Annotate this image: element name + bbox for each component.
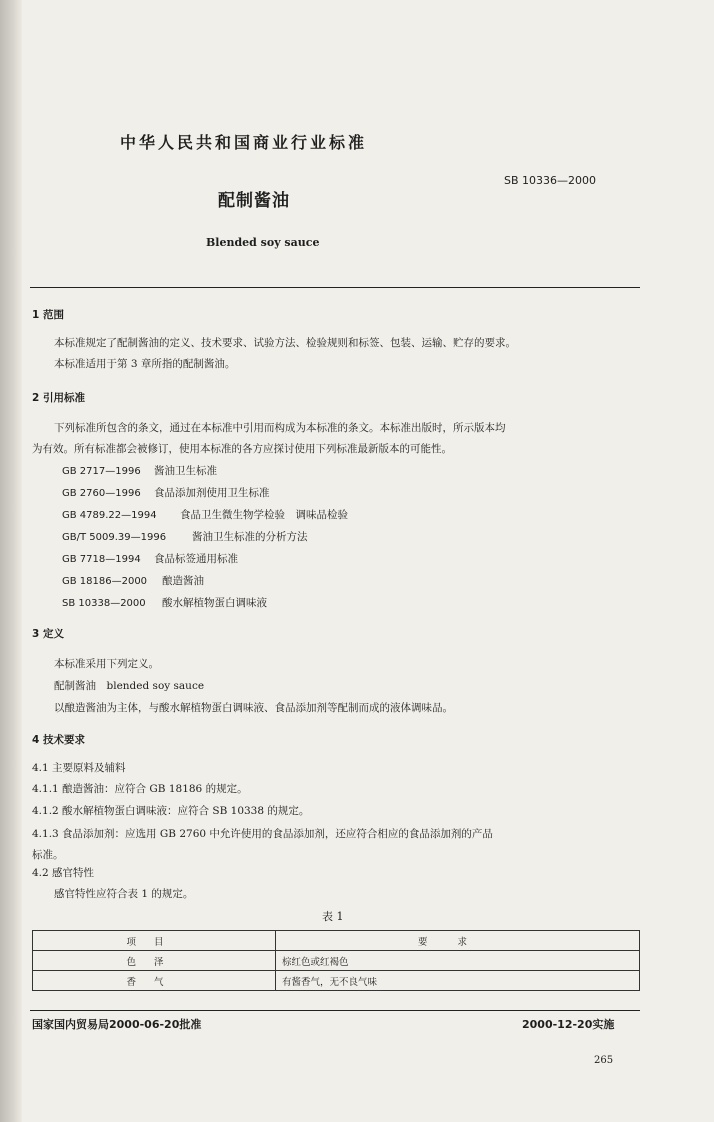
header-rule [30, 287, 640, 288]
table-cell: 香气 [33, 971, 276, 991]
term-definition: 以酿造酱油为主体，与酸水解植物蛋白调味液、食品添加剂等配制而成的液体调味品。 [54, 702, 453, 714]
reference-item: GB 7718—1994 食品标签通用标准 [62, 553, 238, 565]
term-entry: 配制酱油 blended soy sauce [54, 680, 205, 692]
section-2-paragraph-line-2: 为有效。所有标准都会被修订，使用本标准的各方应探讨使用下列标准最新版本的可能性。 [32, 443, 452, 455]
section-2-heading: 2 引用标准 [32, 392, 85, 404]
clause-4-2: 4.2 感官特性 [32, 867, 95, 879]
footer-rule [30, 1010, 640, 1011]
clause-4-2-paragraph: 感官特性应符合表 1 的规定。 [54, 888, 194, 900]
reference-item: GB 2760—1996 食品添加剂使用卫生标准 [62, 487, 270, 499]
reference-item: GB 18186—2000 酿造酱油 [62, 575, 204, 587]
reference-item: GB 4789.22—1994 食品卫生微生物学检验 调味品检验 [62, 509, 348, 521]
table-cell: 棕红色或红褐色 [276, 951, 640, 971]
section-2-paragraph-line-1: 下列标准所包含的条文，通过在本标准中引用而构成为本标准的条文。本标准出版时，所示版本均 [54, 422, 506, 434]
reference-item: GB/T 5009.39—1996 酱油卫生标准的分析方法 [62, 531, 308, 543]
reference-item: SB 10338—2000 酸水解植物蛋白调味液 [62, 597, 267, 609]
book-binding-shadow [0, 0, 22, 1122]
table-row [33, 951, 640, 971]
table-header-cell: 要求 [276, 931, 640, 951]
standard-category-title: 中华人民共和国商业行业标准 [120, 133, 368, 152]
document-title-english: Blended soy sauce [206, 236, 320, 249]
page-number: 265 [594, 1055, 614, 1066]
document-page [30, 0, 690, 1122]
table-cell: 色泽 [33, 951, 276, 971]
clause-4-1-3: 4.1.3 食品添加剂：应选用 GB 2760 中允许使用的食品添加剂，还应符合相应的食品添加剂的产品 [32, 828, 493, 840]
table-caption: 表 1 [322, 910, 344, 923]
table-header-row [33, 931, 640, 951]
section-4-heading: 4 技术要求 [32, 734, 85, 746]
standard-number: SB 10336—2000 [504, 174, 597, 187]
reference-item: GB 2717—1996 酱油卫生标准 [62, 465, 217, 477]
clause-4-1-1: 4.1.1 酿造酱油：应符合 GB 18186 的规定。 [32, 783, 248, 795]
table-header-cell: 项目 [33, 931, 276, 951]
section-1-heading: 1 范围 [32, 309, 64, 321]
effective-date: 2000-12-20实施 [522, 1018, 615, 1031]
clause-4-1-2: 4.1.2 酸水解植物蛋白调味液：应符合 SB 10338 的规定。 [32, 805, 310, 817]
document-title: 配制酱油 [218, 191, 290, 211]
clause-4-1: 4.1 主要原料及辅料 [32, 762, 126, 774]
table-row [33, 971, 640, 991]
section-1-paragraph-1: 本标准规定了配制酱油的定义、技术要求、试验方法、检验规则和标签、包装、运输、贮存的要求。 [54, 337, 516, 349]
approval-date: 国家国内贸易局2000-06-20批准 [32, 1018, 202, 1031]
clause-4-1-3-continued: 标准。 [32, 849, 64, 861]
sensory-table [32, 930, 640, 991]
table-cell: 有酱香气，无不良气味 [276, 971, 640, 991]
section-3-paragraph: 本标准采用下列定义。 [54, 658, 159, 670]
section-1-paragraph-2: 本标准适用于第 3 章所指的配制酱油。 [54, 358, 236, 370]
section-3-heading: 3 定义 [32, 628, 64, 640]
